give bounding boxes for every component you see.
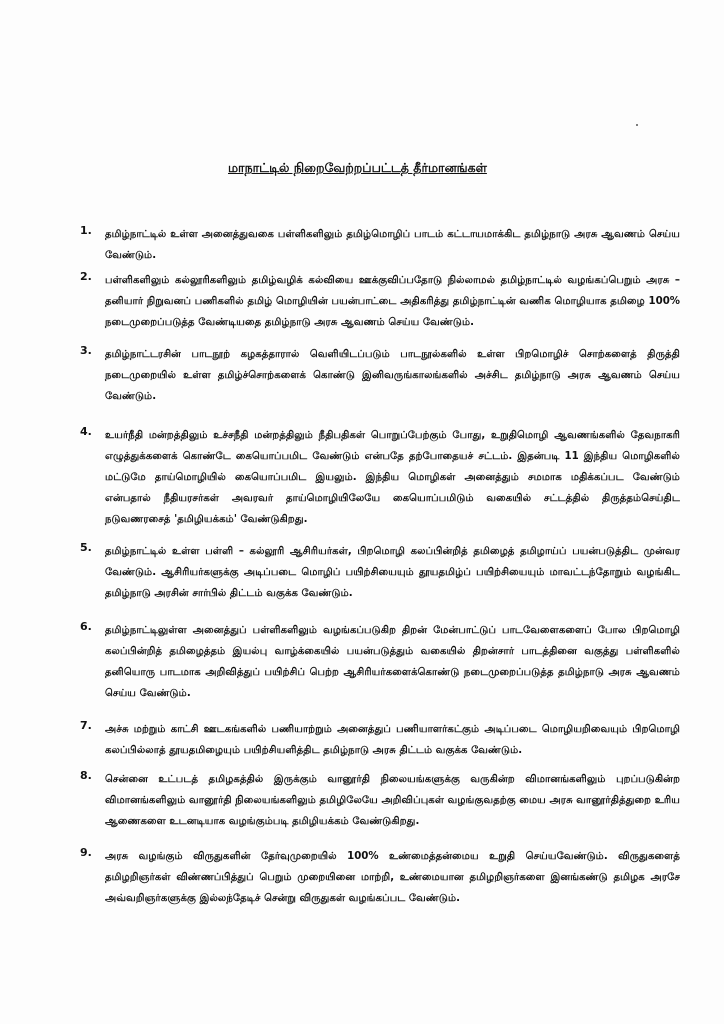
resolution-text: உயர்நீதி மன்றத்திலும் உச்சநீதி மன்றத்திலும் நீதிபதிகள் பொறுப்பேற்கும் போது, உறுதிமொழி ஆவணங்களில் தேவநாகரி எழுத்துக்களைக் கொண்டே கையொப்பமிட வேண்டும் என்பதே தற்போதையச் சட்டம். இதன்படி 11 இந்திய மொழிகளில் மட்டுமே தாய்மொழியில் கையொப்பமிட இயலும். இந்திய மொழிகள் அனைத்தும் சமமாக மதிக்கப்பட வேண்டும் என்பதால் நீதியரசர்கள் அவரவர் தாய்மொழியிலேயே கையொப்பமிடும் வகையில் சட்டத்தில் திருத்தம்செய்திட நடுவணரசைத் 'தமிழியக்கம்' வேண்டுகிறது.: [105, 430, 680, 525]
resolution-number: 6.: [80, 620, 92, 633]
resolution-number: 5.: [80, 541, 92, 554]
resolution-text: தமிழ்நாட்டிலுள்ள அனைத்துப் பள்ளிகளிலும் வழங்கப்படுகிற திறன் மேன்பாட்டுப் பாடவேளைகளைப் போல பிறமொழி கலப்பின்றித் தமிழைத்தம் இயல்பு வாழ்க்கையில் பயன்படுத்தும் வகையில் திறன்சார் பாடத்தினை வகுத்து பள்ளிகளில் தனியொரு பாடமாக அறிவித்துப் பயிற்சிப் பெற்ற ஆசிரியர்களைக்கொண்டு நடைமுறைப்படுத்த தமிழ்நாடு அரசு ஆவணம் செய்ய வேண்டும்.: [105, 625, 680, 699]
resolution-number: 4.: [80, 425, 92, 438]
document-title: மாநாட்டில் நிறைவேற்றப்பட்டத் தீர்மானங்கள்: [228, 160, 487, 175]
resolution-number: 2.: [80, 270, 92, 283]
resolution-number: 8.: [80, 769, 92, 782]
resolution-number: 7.: [80, 719, 92, 732]
resolution-text: தமிழ்நாட்டில் உள்ள பள்ளி – கல்லூரி ஆசிரியர்கள், பிறமொழி கலப்பின்றித் தமிழைத் தமிழாய்ப் பயன்படுத்திட முன்வர வேண்டும். ஆசிரியர்களுக்கு அடிப்படை மொழிப் பயிற்சியையும் தூயதமிழ்ப் பயிற்சியையும் மாவட்டந்தோறும் வழங்கிட தமிழ்நாடு அரசின் சார்பில் திட்டம் வகுக்க வேண்டும்.: [105, 546, 680, 599]
resolution-text: அரசு வழங்கும் விருதுகளின் தேர்வுமுறையில் 100% உண்மைத்தன்மைய உறுதி செய்யவேண்டும். விருதுகளைத் தமிழறிஞர்கள் விண்ணப்பித்துப் பெறும் முறையினை மாற்றி, உண்மையான தமிழறிஞர்களை இனங்கண்டு தமிழக அரசே அவ்வறிஞர்களுக்கு இல்லந்தேடிச் சென்று விருதுகள் வழங்கப்பட வேண்டும்.: [105, 851, 680, 904]
resolution-text: அச்சு மற்றும் காட்சி ஊடகங்களில் பணியாற்றும் அனைத்துப் பணியாளர்கட்கும் அடிப்படை மொழியறிவையும் பிறமொழி கலப்பில்லாத் தூயதமிழையும் பயிற்சியளித்திட தமிழ்நாடு அரசு திட்டம் வகுக்க வேண்டும்.: [105, 724, 680, 756]
resolution-text: தமிழ்நாட்டரசின் பாடநூற் கழகத்தாரால் வெளியிடப்படும் பாடநூல்களில் உள்ள பிறமொழிச் சொற்களைத் திருத்தி நடைமுறையில் உள்ள தமிழ்ச்சொற்களைக் கொண்டு இனிவருங்காலங்களில் அச்சிட தமிழ்நாடு அரசு ஆவணம் செய்ய வேண்டும்.: [105, 349, 680, 402]
resolution-text: பள்ளிகளிலும் கல்லூரிகளிலும் தமிழ்வழிக் கல்வியை ஊக்குவிப்பதோடு நில்லாமல் தமிழ்நாட்டில் வழங்கப்பெறும் அரசு – தனியார் நிறுவனப் பணிகளில் தமிழ் மொழியின் பயன்பாட்டை அதிகரித்து தமிழ்நாட்டின் வணிக மொழியாக தமிழை 100% நடைமுறைப்படுத்த வேண்டியதை தமிழ்நாடு அரசு ஆவணம் செய்ய வேண்டும்.: [105, 275, 680, 328]
resolution-text: தமிழ்நாட்டில் உள்ள அனைத்துவகை பள்ளிகளிலும் தமிழ்மொழிப் பாடம் கட்டாயமாக்கிட தமிழ்நாடு அரசு ஆவணம் செய்ய வேண்டும்.: [105, 229, 680, 261]
resolution-number: 9.: [80, 846, 92, 859]
resolution-number: 1.: [80, 224, 92, 237]
scan-speck: [636, 124, 638, 126]
resolution-number: 3.: [80, 344, 92, 357]
resolution-text: சென்னை உட்படத் தமிழகத்தில் இருக்கும் வானூர்தி நிலையங்களுக்கு வருகின்ற விமானங்களிலும் புறப்படுகின்ற விமானங்களிலும் வானூர்தி நிலையங்களிலும் தமிழிலேயே அறிவிப்புகள் வழங்குவதற்கு மைய அரசு வானூர்தித்துறை உரிய ஆணைகளை உடனடியாக வழங்கும்படி தமிழியக்கம் வேண்டுகிறது.: [105, 774, 680, 827]
